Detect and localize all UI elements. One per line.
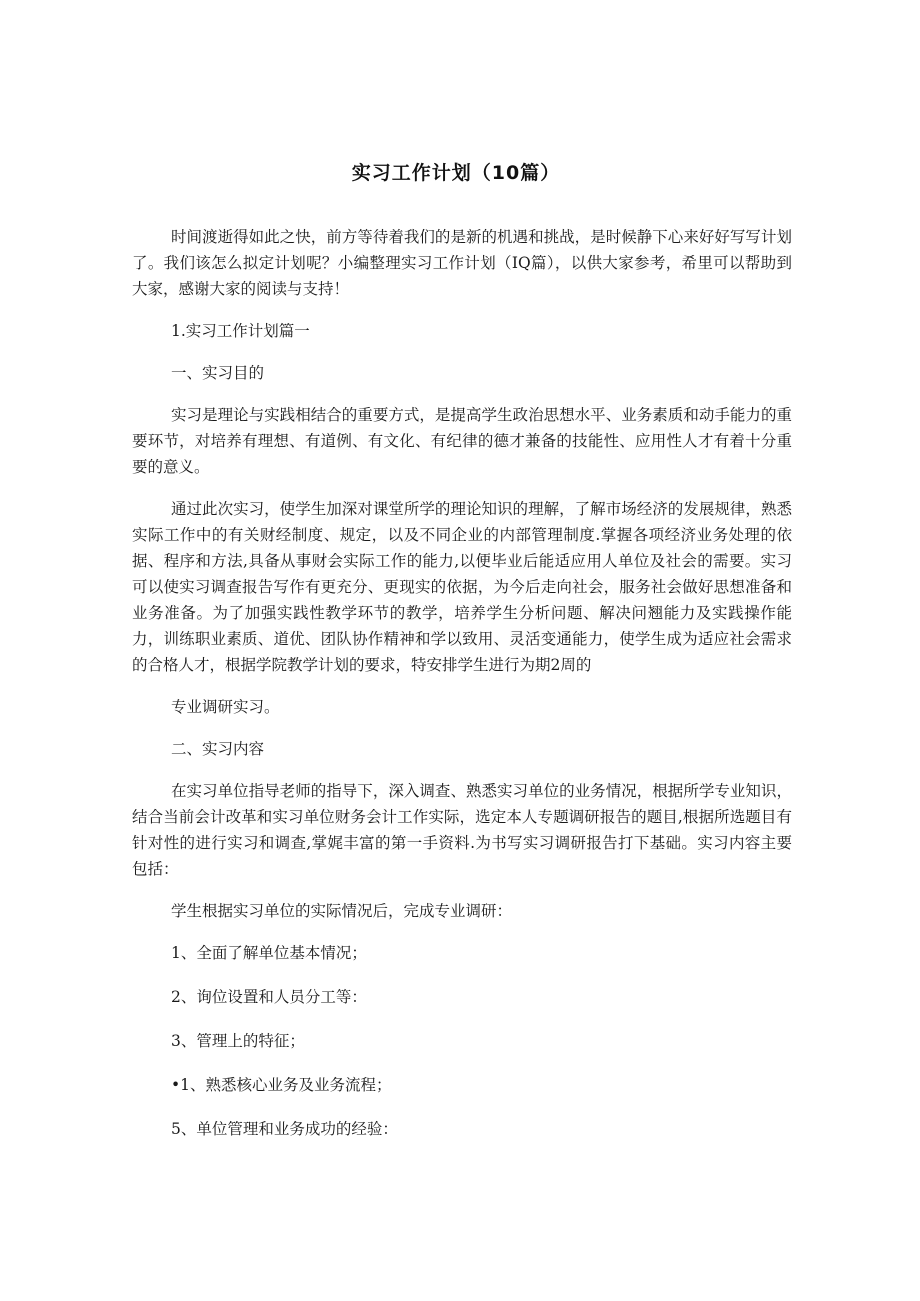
list-item: 5、单位管理和业务成功的经验： <box>171 1120 398 1138</box>
document-body <box>132 224 792 1160</box>
list-item: •1、熟悉核心业务及业务流程； <box>171 1076 392 1094</box>
content-paragraph-1: 在实习单位指导老师的指导下，深入调查、熟悉实习单位的业务情况，根据所学专业知识，结合当前会计改革和实习单位财务会计工作实际，选定本人专题调研报告的题目,根据所选题目有针对性的进行实习和调查,掌娓丰富的第一手资料.为书写实习调研报告打下基础。实习内容主要包括： <box>132 782 792 878</box>
content-paragraph-2: 学生根据实习单位的实际情况后，完成专业调研： <box>171 902 513 920</box>
purpose-paragraph-1: 实习是理论与实践相结合的重要方式，是提高学生政治思想水平、业务素质和动手能力的重要环节，对培养有理想、有道例、有文化、有纪律的德才兼备的技能性、应用性人才有着十分重要的意义。 <box>132 406 792 476</box>
intro-paragraph: 时间渡逝得如此之快，前方等待着我们的是新的机遇和挑战，是时候静下心来好好写写计划了。我们该怎么拟定计划呢？小编整理实习工作计划（IQ篇），以供大家参考，希里可以帮助到大家，感谢大家的阅读与支持！ <box>132 228 792 298</box>
list-item: 3、管理上的特征； <box>171 1032 305 1050</box>
document-title: 实习工作计划（10篇） <box>351 162 561 184</box>
list-item: 2、询位设置和人员分工等： <box>171 988 367 1006</box>
purpose-paragraph-2: 通过此次实习，使学生加深对课堂所学的理论知识的理解，了解市场经济的发展规律，熟悉实际工作中的有关财经制度、规定，以及不同企业的内部管理制度.掌握各项经济业务处理的依据、程序和方法,具备从事财会实际工作的能力,以便毕业后能适应用人单位及社会的需要。实习可以使实习调查报告写作有更充分、更现实的依据，为今后走向社会，服务社会做好思想准备和业务准备。为了加强实践性教学环节的教学，培养学生分析问题、解决问翘能力及实践操作能力，训练职业素质、道优、团队协作精神和学以致用、灵活变通能力，使学生成为适应社会需求的合格人才，根据学院教学计划的要求，特安排学生进行为期2周的 <box>132 500 792 674</box>
list-item: 1、全面了解单位基本情况； <box>171 944 367 962</box>
purpose-paragraph-3: 专业调研实习。 <box>171 698 280 716</box>
section-heading: 1.实习工作计划篇一 <box>171 322 310 340</box>
part-heading-content: 二、实习内容 <box>171 740 265 758</box>
part-heading-purpose: 一、实习目的 <box>171 364 265 382</box>
